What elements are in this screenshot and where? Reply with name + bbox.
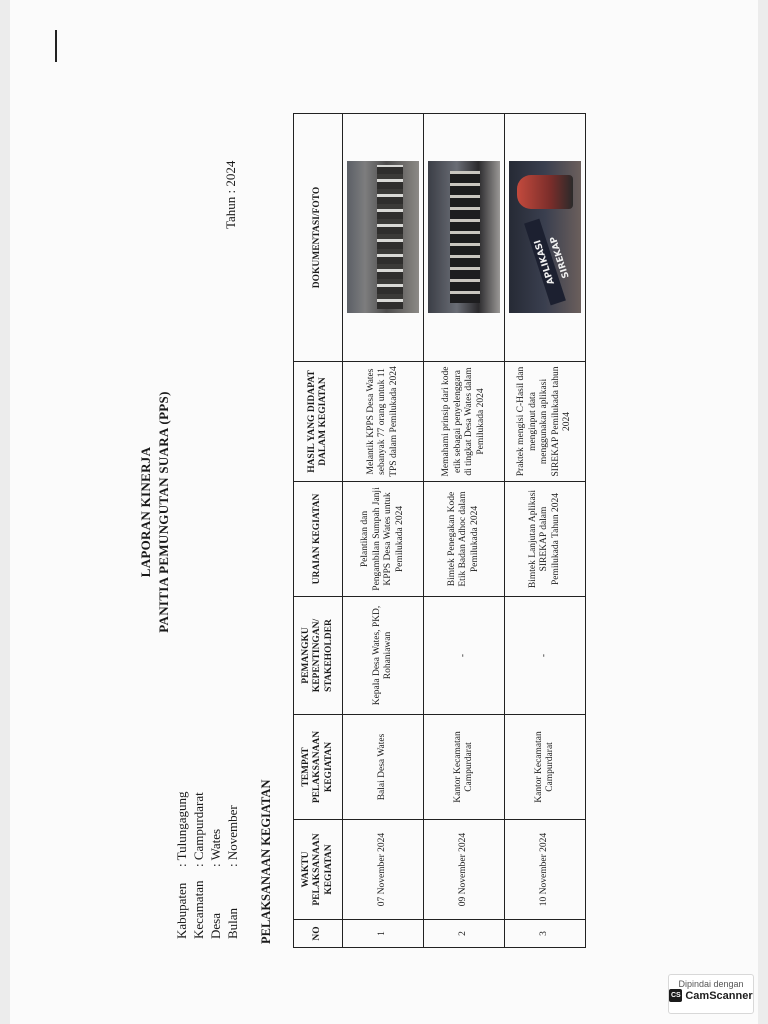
section-title: PELAKSANAAN KEGIATAN — [259, 779, 273, 944]
camscanner-watermark — [668, 974, 754, 1014]
cell-hasil: Memahami prinsip dari kode etik sebagai penyelenggara di tingkat Desa Wates dalam Pemilukada 2024 — [424, 362, 505, 482]
cell-tempat: Balai Desa Wates — [343, 715, 424, 820]
year-label: Tahun : 2024 — [223, 160, 238, 229]
cell-tempat: Kantor Kecamatan Campurdarat — [505, 715, 586, 820]
watermark-brand — [669, 989, 753, 1002]
table-header-row — [294, 114, 343, 948]
watermark-brand-name: CamScanner — [685, 989, 753, 1002]
photo-banner-text: APLIKASI SIREKAP — [524, 219, 566, 306]
activity-table — [293, 113, 586, 948]
cell-no: 1 — [343, 920, 424, 948]
meta-label: Bulan — [225, 907, 240, 939]
documentation-photo — [347, 162, 419, 314]
cell-stakeholder: - — [424, 597, 505, 715]
header-tempat: TEMPAT PELAKSANAAN KEGIATAN — [294, 715, 343, 820]
scanned-page — [10, 0, 758, 1024]
cell-foto — [343, 114, 424, 362]
meta-value: : Tulungagung — [174, 791, 189, 867]
cell-foto — [424, 114, 505, 362]
cell-foto — [505, 114, 586, 362]
cell-tempat: Kantor Kecamatan Campurdarat — [424, 715, 505, 820]
header-waktu: WAKTU PELAKSANAAN KEGIATAN — [294, 820, 343, 920]
cell-waktu: 10 November 2024 — [505, 820, 586, 920]
report-subtitle: PANITIA PEMUNGUTAN SUARA (PPS) — [156, 391, 171, 633]
cell-no: 2 — [424, 920, 505, 948]
meta-value: : November — [225, 805, 240, 867]
cell-uraian: Bimtek Penegakan Kode Etik Badan Adhoc dalam Pemilukada 2024 — [424, 482, 505, 597]
header-uraian: URAIAN KEGIATAN — [294, 482, 343, 597]
camscanner-logo-icon: CS — [669, 989, 682, 1002]
cell-hasil: Melantik KPPS Desa Wates sebanyak 77 orang untuk 11 TPS dalam Pemilukada 2024 — [343, 362, 424, 482]
report-title: LAPORAN KINERJA — [138, 446, 153, 578]
cell-uraian: Pelantikan dan Pengambilan Sumpah Janji KPPS Desa Wates untuk Pemilukada 2024 — [343, 482, 424, 597]
cell-hasil: Praktek mengisi C-Hasil dan menginput data menggunakan aplikasi SIREKAP Pemilukada tahun 2024 — [505, 362, 586, 482]
meta-value: : Wates — [208, 828, 223, 867]
cell-stakeholder: - — [505, 597, 586, 715]
documentation-photo — [509, 162, 581, 314]
report-meta — [173, 792, 241, 940]
header-hasil: HASIL YANG DIDAPAT DALAM KEGIATAN — [294, 362, 343, 482]
cell-uraian: Bimtek Lanjutan Aplikasi SIREKAP dalam Pemilukada Tahun 2024 — [505, 482, 586, 597]
meta-row — [207, 792, 224, 940]
meta-row — [173, 792, 190, 940]
cell-waktu: 07 November 2024 — [343, 820, 424, 920]
watermark-caption: Dipindai dengan — [678, 979, 744, 989]
meta-value: : Campurdarat — [191, 792, 206, 867]
cell-no: 3 — [505, 920, 586, 948]
documentation-photo — [428, 162, 500, 314]
table-row — [343, 114, 424, 948]
header-stakeholder: PEMANGKU KEPENTINGAN/ STAKEHOLDER — [294, 597, 343, 715]
meta-label: Kecamatan — [191, 880, 206, 939]
meta-label: Kabupaten — [174, 882, 189, 939]
table-row — [505, 114, 586, 948]
table-row — [424, 114, 505, 948]
cell-stakeholder: Kepala Desa Wates, PKD, Rohaniawan — [343, 597, 424, 715]
meta-row — [190, 792, 207, 940]
header-foto: DOKUMENTASI/FOTO — [294, 114, 343, 362]
meta-row — [224, 792, 241, 940]
rotated-content — [10, 0, 768, 1024]
header-no: NO — [294, 920, 343, 948]
cell-waktu: 09 November 2024 — [424, 820, 505, 920]
meta-label: Desa — [208, 913, 223, 939]
